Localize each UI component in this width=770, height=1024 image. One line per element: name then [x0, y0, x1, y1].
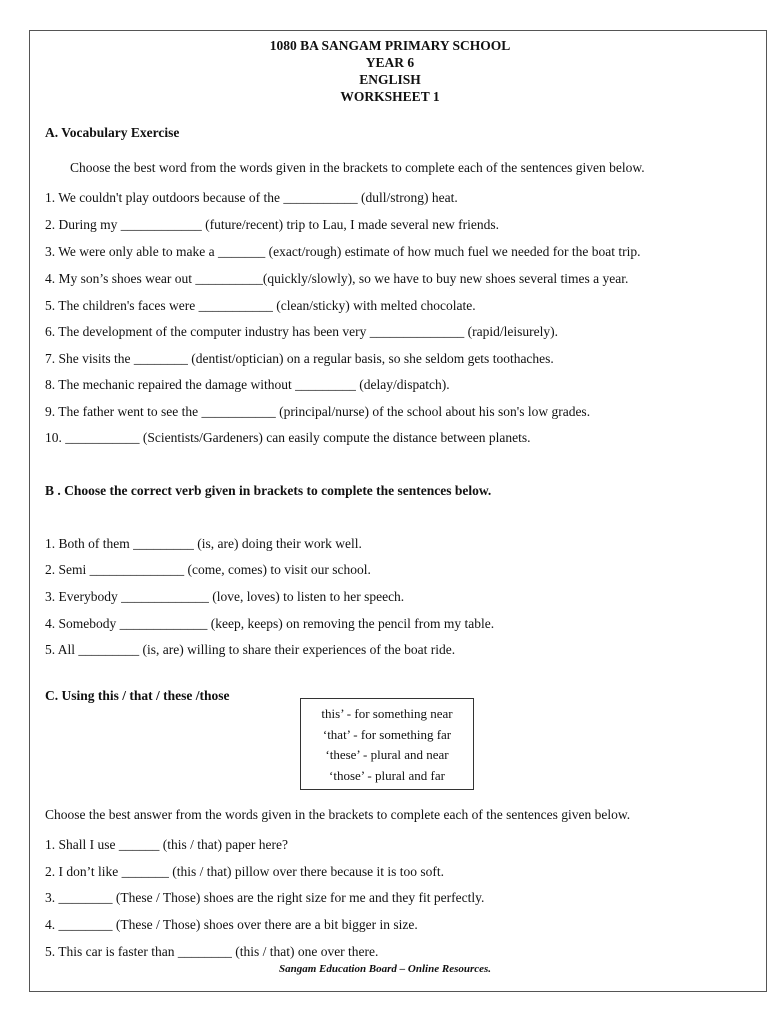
question-a10: 10. ___________ (Scientists/Gardeners) can easily compute the distance between planets.	[45, 430, 531, 445]
section-c-title: C. Using this / that / these /those	[45, 688, 230, 703]
year-level: YEAR 6	[365, 55, 415, 70]
usage-those: ‘those’ - plural and far	[329, 767, 445, 783]
question-c2: 2. I don’t like _______ (this / that) pillow over there because it is too soft.	[45, 864, 445, 879]
question-b4: 4. Somebody _____________ (keep, keeps) on removing the pencil from my table.	[45, 616, 495, 631]
footer-credit: Sangam Education Board – Online Resources.	[278, 963, 492, 975]
usage-guide-box	[300, 698, 474, 790]
question-a4: 4. My son’s shoes wear out __________(quickly/slowly), so we have to buy new shoes several times a year.	[45, 271, 629, 286]
question-c4: 4. ________ (These / Those) shoes over there are a bit bigger in size.	[45, 917, 418, 932]
section-a-instruction: Choose the best word from the words given in the brackets to complete each of the sentences given below.	[70, 160, 645, 175]
question-a8: 8. The mechanic repaired the damage without _________ (delay/dispatch).	[45, 377, 450, 392]
question-a1: 1. We couldn't play outdoors because of the ___________ (dull/strong) heat.	[45, 190, 458, 205]
question-c1: 1. Shall I use ______ (this / that) paper here?	[45, 837, 288, 852]
question-a9: 9. The father went to see the ___________ (principal/nurse) of the school about his son's low grades.	[45, 404, 591, 419]
section-c-instruction: Choose the best answer from the words given in the brackets to complete each of the sentences given below.	[45, 807, 631, 822]
worksheet-number: WORKSHEET 1	[340, 89, 440, 104]
question-c3: 3. ________ (These / Those) shoes are the right size for me and they fit perfectly.	[45, 890, 485, 905]
question-c5: 5. This car is faster than ________ (this / that) one over there.	[45, 944, 379, 959]
usage-these: ‘these’ - plural and near	[325, 747, 449, 762]
question-a7: 7. She visits the ________ (dentist/optician) on a regular basis, so she seldom gets toothaches.	[45, 351, 554, 366]
school-name: 1080 BA SANGAM PRIMARY SCHOOL	[269, 38, 511, 53]
question-b5: 5. All _________ (is, are) willing to share their experiences of the boat ride.	[45, 642, 456, 657]
question-b3: 3. Everybody _____________ (love, loves) to listen to her speech.	[45, 589, 405, 604]
subject: ENGLISH	[359, 72, 421, 87]
question-a3: 3. We were only able to make a _______ (exact/rough) estimate of how much fuel we needed for the boat trip.	[45, 244, 641, 259]
section-b-title: B . Choose the correct verb given in brackets to complete the sentences below.	[45, 483, 492, 498]
question-a2: 2. During my ____________ (future/recent) trip to Lau, I made several new friends.	[45, 217, 499, 232]
question-b2: 2. Semi ______________ (come, comes) to visit our school.	[45, 562, 371, 577]
question-b1: 1. Both of them _________ (is, are) doing their work well.	[45, 536, 362, 551]
usage-that: ‘that’ - for something far	[322, 726, 452, 742]
question-a6: 6. The development of the computer industry has been very ______________ (rapid/leisurely).	[45, 324, 558, 339]
worksheet-header	[30, 37, 750, 105]
section-a-title: A. Vocabulary Exercise	[45, 125, 180, 140]
usage-this: this’ - for something near	[321, 706, 453, 721]
question-a5: 5. The children's faces were ___________ (clean/sticky) with melted chocolate.	[45, 298, 476, 313]
